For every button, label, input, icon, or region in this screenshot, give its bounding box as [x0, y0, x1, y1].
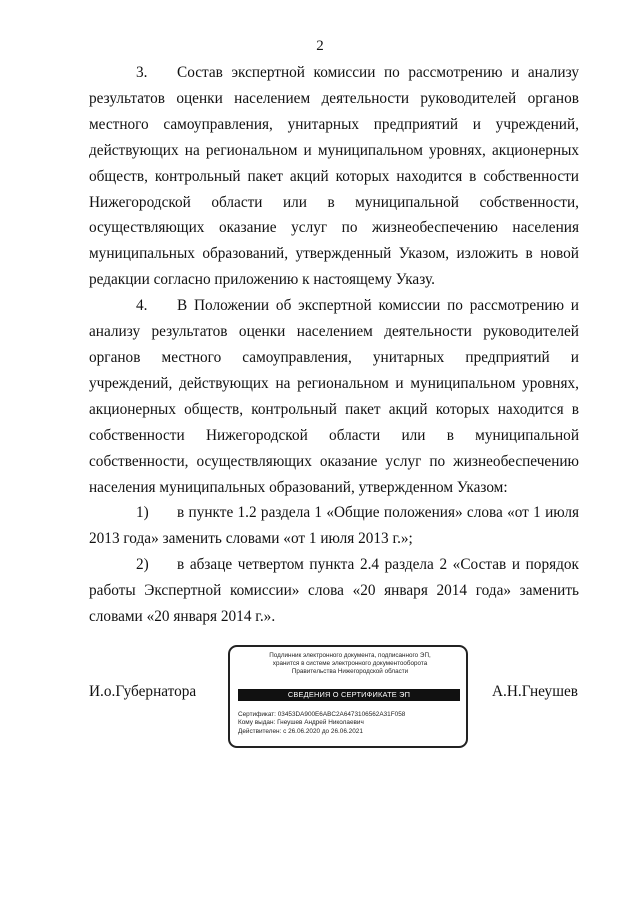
- paragraph-text: Состав экспертной комиссии по рассмотрению и анализу результатов оценки населением деятельности руководителей органов местного самоуправления, унитарных предприятий и учреждений, действующих на региональном и муниципальном уровнях, акционерных обществ, контрольный пакет акций которых находится в собственности Нижегородской области или в муниципальной собственности, осуществляющих оказание услуг по жизнеобеспечению населения муниципальных образований, утвержденный Указом, изложить в новой редакции согласно приложению к настоящему Указу.: [89, 64, 579, 289]
- stamp-header-line: Правительства Нижегородской области: [291, 668, 409, 676]
- signatory-name: А.Н.Гнеушев: [491, 683, 578, 700]
- validity-row: Действителен: с 26.06.2020 до 26.06.2021: [238, 727, 363, 735]
- page-number: 2: [316, 38, 324, 54]
- subitem-text: в абзаце четвертом пункта 2.4 раздела 2 «Состав и порядок работы Экспертной комиссии» слова «20 января 2014 года» заменить словами «20 января 2014 г.».: [89, 556, 579, 626]
- electronic-signature-stamp: [228, 645, 468, 748]
- stamp-header: [238, 652, 462, 677]
- certificate-row: Сертификат: 03453DA900E6ABC2A6473106562A31F058: [238, 711, 406, 718]
- issued-to-row: Кому выдан: Гнеушев Андрей Николаевич: [238, 719, 364, 727]
- signatory-position: И.о.Губернатора: [89, 683, 197, 700]
- stamp-details: [238, 711, 464, 736]
- paragraph-number: 4.: [136, 297, 148, 315]
- subitem-number: 2): [136, 556, 149, 574]
- stamp-band: СВЕДЕНИЯ О СЕРТИФИКАТЕ ЭП: [238, 689, 460, 701]
- paragraph-3: [89, 60, 579, 293]
- document-body: [89, 60, 579, 630]
- stamp-header-line: Подлинник электронного документа, подписанного ЭП,: [269, 652, 431, 659]
- subitem-text: в пункте 1.2 раздела 1 «Общие положения» слова «от 1 июля 2013 года» заменить словами «от 1 июля 2013 г.»;: [89, 504, 579, 548]
- subitem-number: 1): [136, 504, 149, 522]
- subitem-1: [89, 500, 579, 552]
- stamp-header-line: хранится в системе электронного документооборота: [272, 660, 428, 668]
- paragraph-4: [89, 293, 579, 500]
- paragraph-text: В Положении об экспертной комиссии по рассмотрению и анализу результатов оценки населением деятельности руководителей органов местного самоуправления, унитарных предприятий и учреждений, действующих на региональном и муниципальном уровнях, акционерных обществ, контрольный пакет акций которых находится в собственности Нижегородской области или в муниципальной собственности, осуществляющих оказание услуг по жизнеобеспечению населения муниципальных образований, утвержденном Указом:: [89, 297, 579, 496]
- paragraph-number: 3.: [136, 64, 148, 81]
- subitem-2: [89, 552, 579, 630]
